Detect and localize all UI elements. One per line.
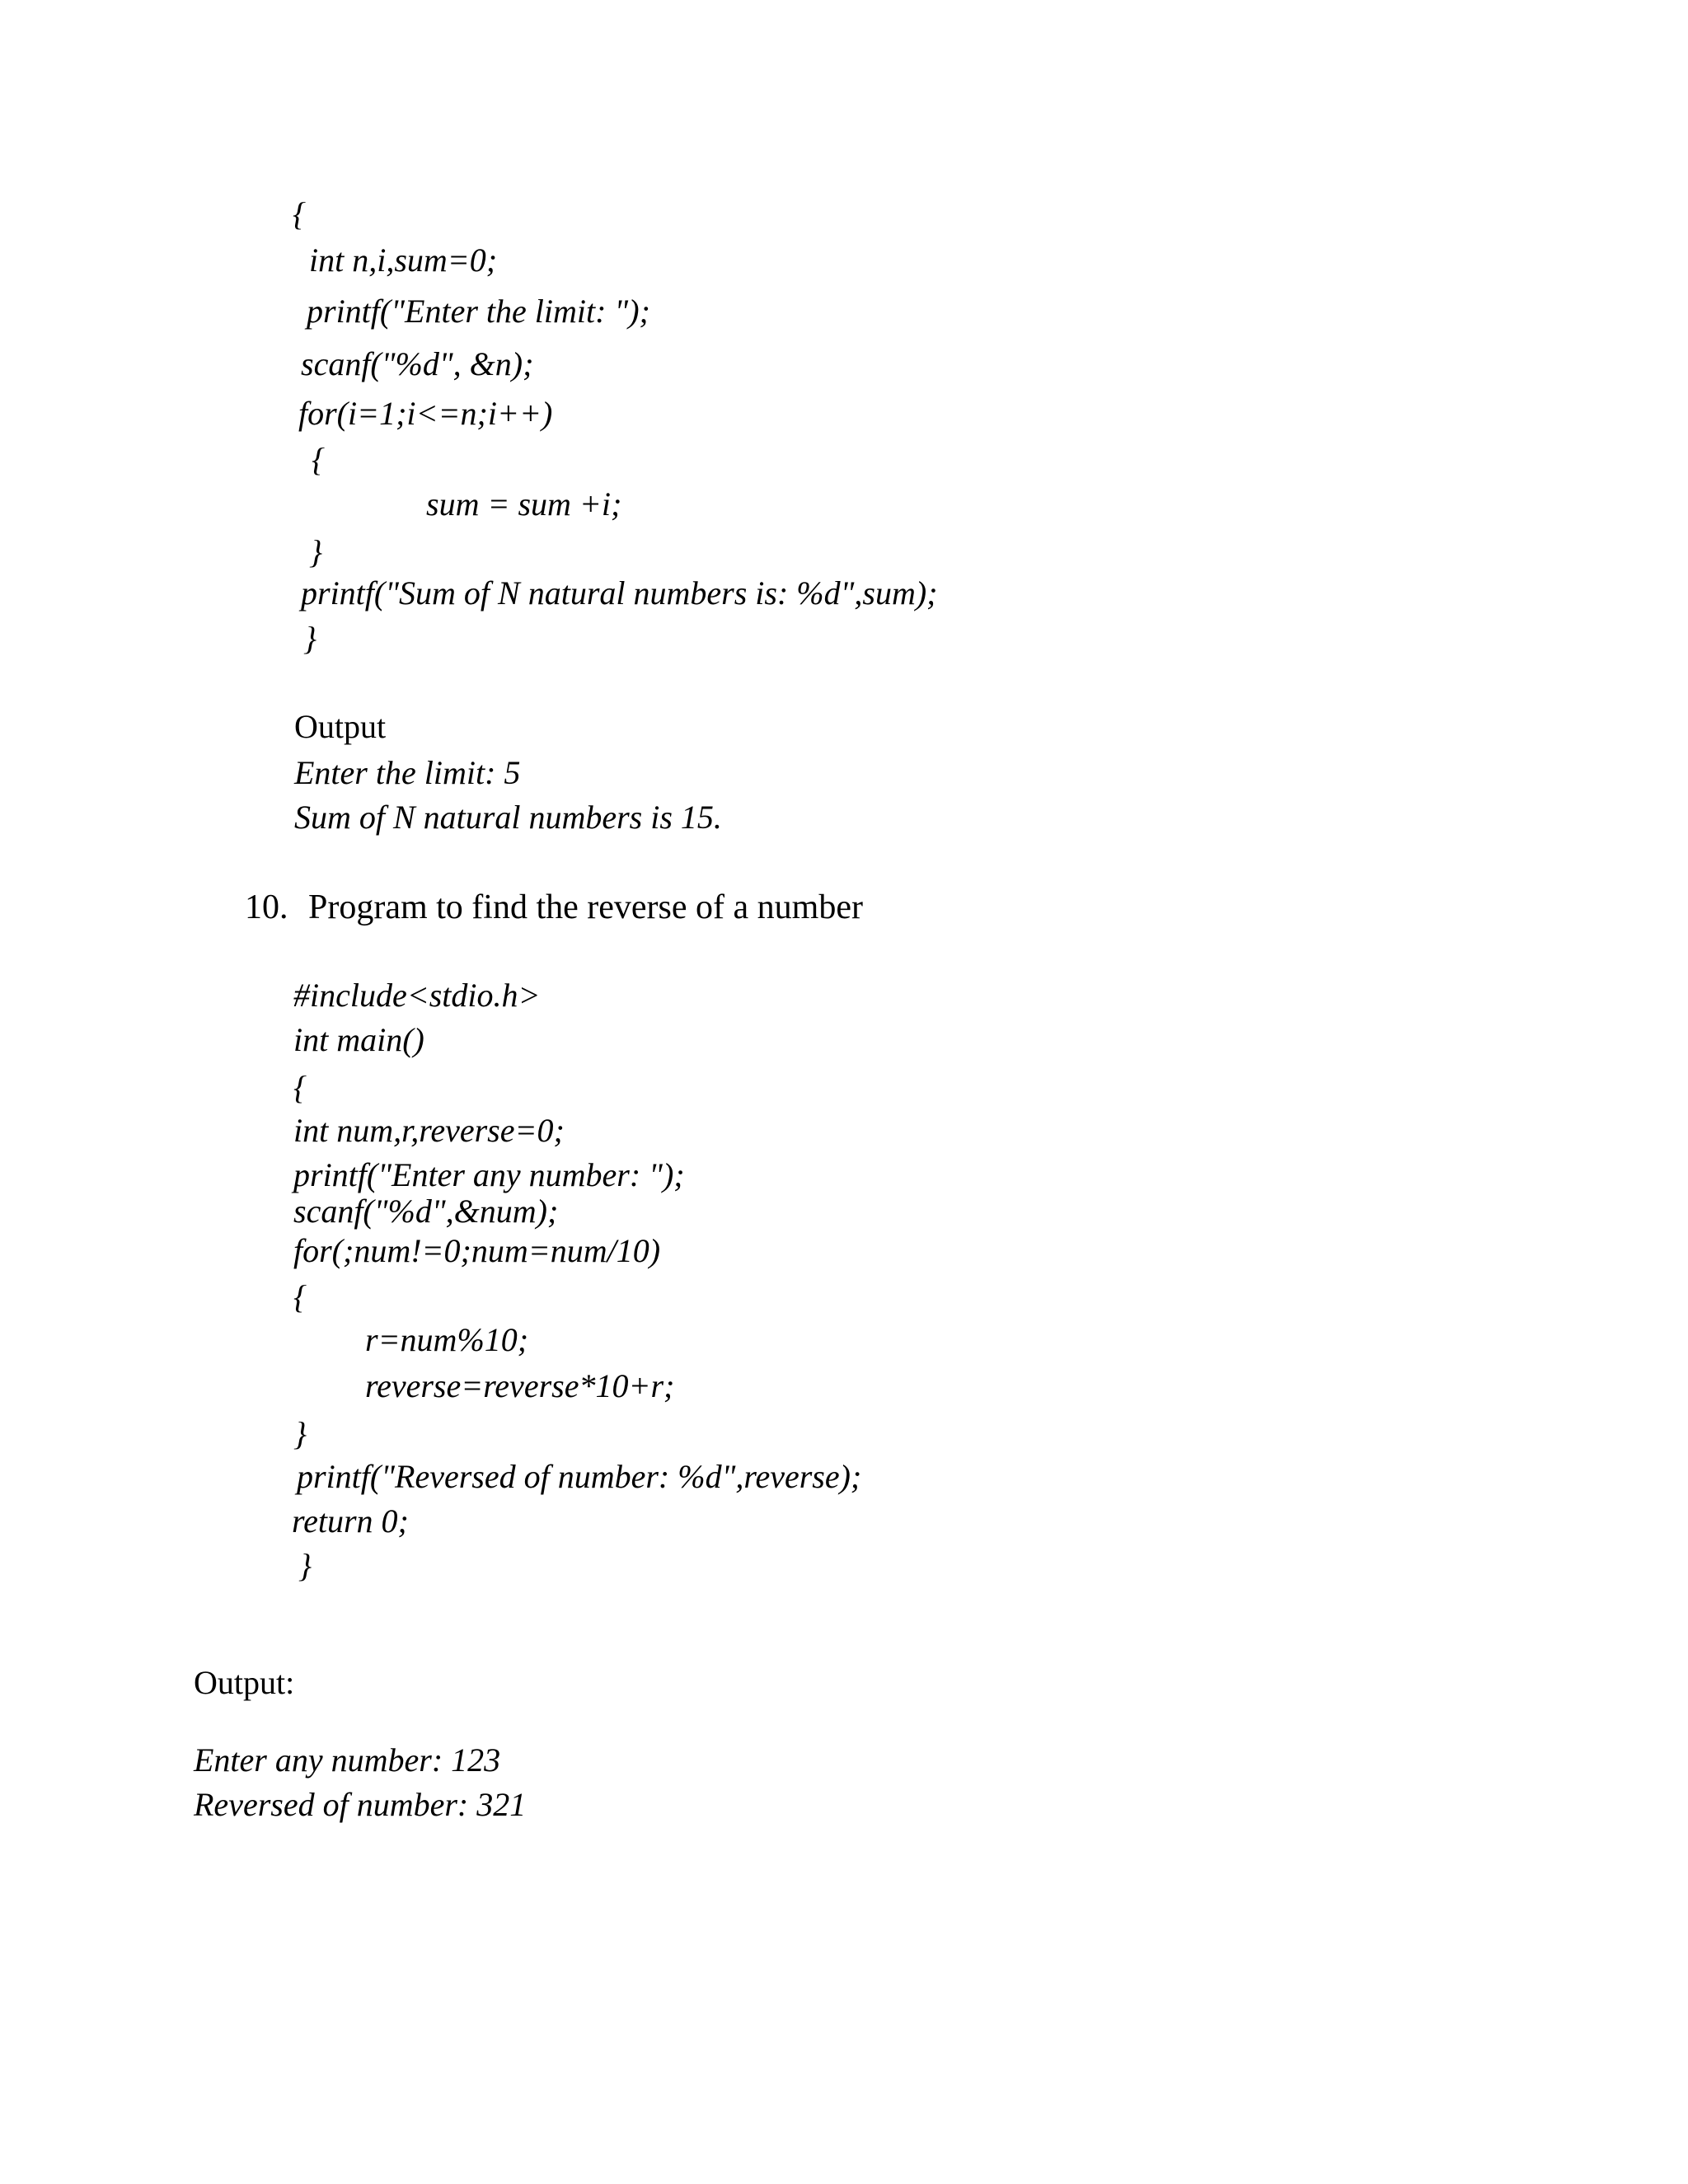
code-line: reverse=reverse*10+r; — [365, 1367, 675, 1404]
section-title: Program to find the reverse of a number — [308, 888, 863, 926]
code-line: } — [293, 1415, 307, 1452]
section-number: 10. — [245, 888, 288, 926]
code-line: int num,r,reverse=0; — [293, 1112, 565, 1149]
code-line: } — [309, 533, 322, 570]
code-line: r=num%10; — [365, 1321, 529, 1358]
code-line: for(i=1;i<=n;i++) — [298, 395, 553, 432]
code-line: printf("Reversed of number: %d",reverse); — [297, 1458, 862, 1495]
code-line: { — [293, 1069, 307, 1106]
code-line: sum = sum +i; — [426, 485, 622, 523]
code-line: for(;num!=0;num=num/10) — [293, 1232, 661, 1269]
code-line: { — [293, 195, 306, 232]
output-line: Reversed of number: 321 — [194, 1786, 527, 1823]
code-line: } — [298, 1547, 312, 1584]
code-line: } — [303, 620, 316, 657]
output-line: Enter any number: 123 — [194, 1741, 501, 1779]
code-line: int main() — [293, 1021, 424, 1058]
code-line: #include<stdio.h> — [293, 977, 541, 1014]
output-line: Sum of N natural numbers is 15. — [294, 799, 722, 836]
output-label: Output: — [194, 1664, 295, 1701]
output-label: Output — [294, 708, 387, 745]
code-line: printf("Sum of N natural numbers is: %d",sum); — [301, 574, 938, 612]
code-line: printf("Enter the limit: "); — [307, 293, 650, 330]
code-line: int n,i,sum=0; — [309, 241, 498, 279]
code-line: { — [293, 1278, 307, 1315]
code-line: scanf("%d", &n); — [301, 345, 534, 382]
code-line: scanf("%d",&num); — [293, 1193, 559, 1230]
output-line: Enter the limit: 5 — [294, 754, 521, 791]
code-line: printf("Enter any number: "); — [293, 1156, 685, 1193]
code-line: { — [312, 441, 325, 478]
code-line: return 0; — [292, 1502, 409, 1540]
